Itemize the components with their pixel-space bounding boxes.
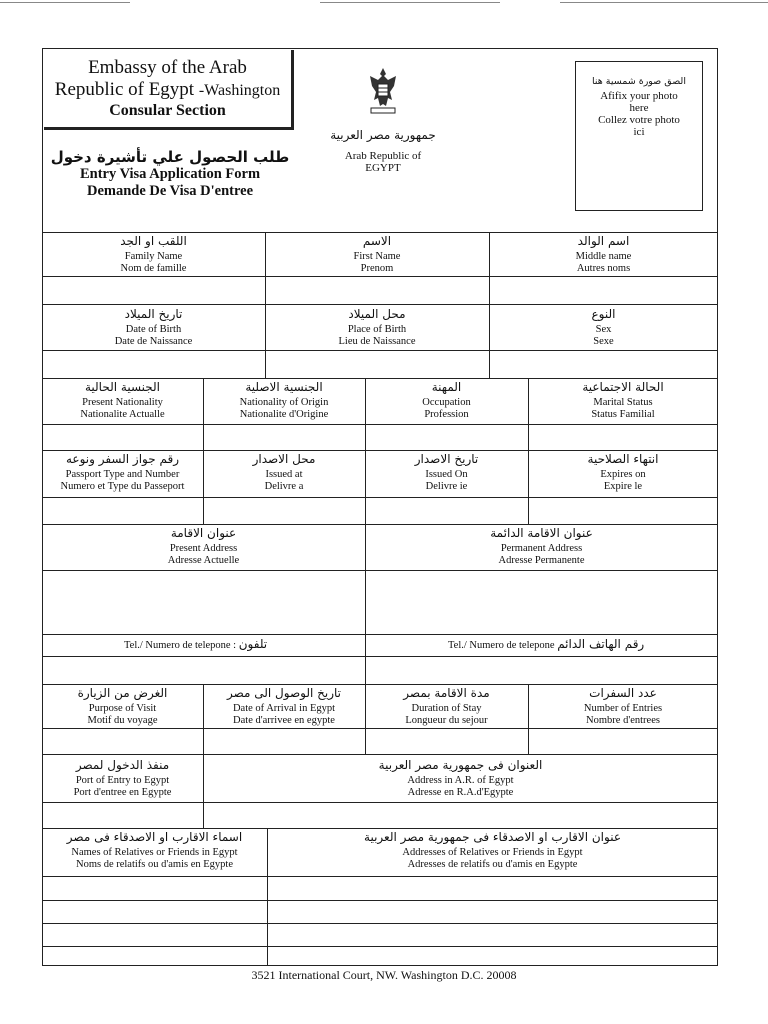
label-purpose-of-visit [42, 686, 203, 726]
tel-permanent-en: Tel./ Numero de telepone [448, 640, 558, 651]
family-name-fr: Nom de famille [120, 262, 187, 274]
address-in-egypt-en: Address in A.R. of Egypt [407, 775, 514, 786]
address-in-egypt-ar: العنوان فى جمهورية مصر العربية [378, 758, 543, 772]
sex-fr: Sexe [593, 335, 614, 347]
occupation-en: Occupation [422, 397, 471, 408]
label-middle-name [489, 234, 718, 274]
duration-of-stay-ar: مدة الاقامة بمصر [403, 686, 490, 700]
present-nationality-ar: الجنسية الحالية [84, 380, 161, 394]
number-of-entries-fr: Nombre d'entrees [586, 714, 660, 726]
number-of-entries-ar: عدد السفرات [589, 686, 657, 700]
occupation-field[interactable] [366, 425, 527, 449]
photo-box[interactable] [575, 61, 703, 211]
port-of-entry-fr: Port d'entree en Egypte [73, 786, 172, 798]
issued-on-en: Issued On [425, 469, 468, 480]
label-permanent-address [365, 526, 718, 566]
family-name-field[interactable] [43, 277, 264, 303]
passport-type-fr: Numero et Type du Passeport [60, 480, 185, 492]
embassy-line-2b: -Washington [198, 82, 281, 99]
place-of-birth-field[interactable] [266, 351, 488, 377]
present-address-fr: Adresse Actuelle [167, 554, 240, 566]
nationality-origin-fr: Nationalite d'Origine [239, 408, 329, 420]
date-of-birth-field[interactable] [43, 351, 264, 377]
label-issued-at [203, 452, 365, 492]
purpose-of-visit-fr: Motif du voyage [87, 714, 158, 726]
label-port-of-entry [42, 758, 203, 798]
port-of-entry-ar: منفذ الدخول لمصر [75, 758, 170, 772]
permanent-address-fr: Adresse Permanente [498, 554, 585, 566]
label-tel-permanent [448, 638, 644, 652]
relative-name-field-1[interactable] [43, 877, 266, 899]
label-sex [489, 307, 718, 347]
marital-status-en: Marital Status [593, 397, 653, 408]
photo-box-ar: الصق صورة شمسية هنا [592, 76, 686, 87]
nationality-origin-en: Nationality of Origin [239, 397, 329, 408]
nationality-origin-field[interactable] [204, 425, 364, 449]
label-tel-present [124, 638, 267, 652]
port-of-entry-field[interactable] [43, 803, 202, 827]
relatives-names-en: Names of Relatives or Friends in Egypt [71, 847, 238, 858]
permanent-address-en: Permanent Address [500, 543, 583, 554]
present-address-ar: عنوان الاقامة [170, 526, 237, 540]
present-nationality-field[interactable] [43, 425, 202, 449]
present-nationality-fr: Nationalite Actualle [80, 408, 165, 420]
issued-at-en: Issued at [265, 469, 303, 480]
duration-of-stay-field[interactable] [366, 729, 527, 753]
issued-on-ar: تاريخ الاصدار [414, 452, 479, 466]
first-name-field[interactable] [266, 277, 488, 303]
photo-box-fr-2: ici [633, 126, 645, 138]
first-name-en: First Name [353, 251, 401, 262]
label-family-name [42, 234, 265, 274]
duration-of-stay-en: Duration of Stay [411, 703, 482, 714]
family-name-en: Family Name [124, 251, 183, 262]
expires-on-fr: Expire le [603, 480, 643, 492]
relatives-addresses-fr: Adresses de relatifs ou d'amis en Egypte [407, 858, 578, 870]
consular-section-label: Consular Section [109, 102, 226, 119]
relative-address-field-2[interactable] [268, 901, 717, 922]
label-issued-on [365, 452, 528, 492]
family-name-ar: اللقب او الجد [120, 234, 187, 248]
embassy-line-2a: Republic of Egypt [54, 79, 199, 100]
tel-permanent-ar: رقم الهاتف الدائم [557, 637, 645, 651]
expires-on-ar: انتهاء الصلاحية [587, 452, 659, 466]
form-title-en: Entry Visa Application Form [79, 166, 261, 182]
middle-name-en: Middle name [575, 251, 632, 262]
relatives-addresses-en: Addresses of Relatives or Friends in Egypt [402, 847, 583, 858]
occupation-ar: المهنة [431, 380, 462, 394]
expires-on-field[interactable] [529, 498, 717, 523]
middle-name-fr: Autres noms [576, 262, 631, 274]
label-date-of-arrival [203, 686, 365, 726]
country-name-ar: جمهورية مصر العربية [330, 128, 436, 142]
address-in-egypt-field[interactable] [204, 803, 717, 827]
issued-at-ar: محل الاصدار [252, 452, 316, 466]
label-place-of-birth [265, 307, 489, 347]
embassy-address-footer: 3521 International Court, NW. Washington D.C. 20008 [251, 968, 517, 982]
tel-present-en: Tel./ Numero de telepone : [124, 640, 239, 651]
duration-of-stay-fr: Longueur du sejour [405, 714, 488, 726]
date-of-arrival-en: Date of Arrival in Egypt [232, 703, 336, 714]
tel-permanent-field[interactable] [366, 657, 717, 683]
embassy-line-1: Embassy of the Arab [88, 57, 247, 78]
country-name-en-1: Arab Republic of [344, 150, 422, 162]
port-of-entry-en: Port of Entry to Egypt [75, 775, 170, 786]
label-date-of-birth [42, 307, 265, 347]
address-in-egypt-fr: Adresse en R.A.d'Egypte [407, 786, 514, 798]
permanent-address-field[interactable] [366, 571, 717, 633]
number-of-entries-en: Number of Entries [583, 703, 663, 714]
sex-en: Sex [595, 324, 612, 335]
label-duration-of-stay [365, 686, 528, 726]
expires-on-en: Expires on [600, 469, 646, 480]
photo-box-en-1: Afifix your photo [600, 90, 678, 102]
tel-present-ar: تلفون [238, 637, 268, 651]
country-name-en-2: EGYPT [365, 162, 401, 174]
issued-on-fr: Delivre ie [425, 480, 468, 492]
label-marital-status [528, 380, 718, 420]
occupation-fr: Profession [424, 408, 469, 420]
photo-box-en-2: here [629, 102, 649, 114]
relative-address-field-1[interactable] [268, 877, 717, 899]
purpose-of-visit-en: Purpose of Visit [88, 703, 157, 714]
photo-box-fr-1: Collez votre photo [598, 114, 680, 126]
relatives-names-fr: Noms de relatifs ou d'amis en Egypte [75, 858, 234, 870]
number-of-entries-field[interactable] [529, 729, 717, 753]
form-title-fr: Demande De Visa D'entree [86, 183, 254, 199]
relative-name-field-4[interactable] [43, 947, 266, 965]
place-of-birth-en: Place of Birth [347, 324, 407, 335]
date-of-arrival-ar: تاريخ الوصول الى مصر [226, 686, 342, 700]
relative-name-field-3[interactable] [43, 924, 266, 945]
label-relatives-addresses [267, 830, 718, 870]
passport-type-en: Passport Type and Number [65, 469, 180, 480]
relatives-addresses-ar: عنوان الاقارب او الاصدقاء فى جمهورية مصر العربية [364, 830, 621, 844]
date-of-birth-en: Date of Birth [125, 324, 182, 335]
relative-address-field-3[interactable] [268, 924, 717, 945]
label-number-of-entries [528, 686, 718, 726]
tel-present-field[interactable] [43, 657, 364, 683]
middle-name-field[interactable] [490, 277, 717, 303]
label-nationality-origin [203, 380, 365, 420]
purpose-of-visit-field[interactable] [43, 729, 202, 753]
relative-address-field-4[interactable] [268, 947, 717, 965]
marital-status-field[interactable] [529, 425, 717, 449]
label-address-in-egypt [203, 758, 718, 798]
present-address-field[interactable] [43, 571, 364, 633]
purpose-of-visit-ar: الغرض من الزيارة [77, 686, 168, 700]
eagle-emblem-icon [366, 66, 400, 118]
label-occupation [365, 380, 528, 420]
first-name-ar: الاسم [362, 234, 392, 248]
passport-number-field[interactable] [43, 498, 202, 523]
label-first-name [265, 234, 489, 274]
sex-field[interactable] [490, 351, 717, 377]
embassy-title-block [44, 50, 294, 130]
label-present-nationality [42, 380, 203, 420]
present-address-en: Present Address [169, 543, 238, 554]
passport-type-ar: رقم جواز السفر ونوعه [65, 452, 180, 466]
label-relatives-names [42, 830, 267, 870]
present-nationality-en: Present Nationality [82, 397, 163, 408]
marital-status-fr: Status Familial [591, 408, 655, 420]
form-title-ar: طلب الحصول علي تأشيرة دخول [50, 148, 290, 166]
label-passport-type [42, 452, 203, 492]
place-of-birth-ar: محل الميلاد [348, 307, 406, 321]
date-of-arrival-field[interactable] [204, 729, 364, 753]
place-of-birth-fr: Lieu de Naissance [338, 335, 416, 347]
date-of-birth-ar: تاريخ الميلاد [124, 307, 183, 321]
relative-name-field-2[interactable] [43, 901, 266, 922]
country-name-en [320, 150, 446, 174]
nationality-origin-ar: الجنسية الاصلية [245, 380, 323, 394]
date-of-arrival-fr: Date d'arrivee en egypte [233, 714, 335, 726]
label-expires-on [528, 452, 718, 492]
marital-status-ar: الحالة الاجتماعية [582, 380, 664, 394]
middle-name-ar: اسم الوالد [577, 234, 630, 248]
sex-ar: النوع [591, 307, 616, 321]
issued-at-fr: Delivre a [264, 480, 304, 492]
form-title-block [50, 148, 290, 200]
embassy-line-2 [44, 79, 291, 102]
issued-at-field[interactable] [204, 498, 364, 523]
issued-on-field[interactable] [366, 498, 527, 523]
relatives-names-ar: اسماء الاقارب او الاصدقاء فى مصر [66, 830, 243, 844]
date-of-birth-fr: Date de Naissance [114, 335, 193, 347]
label-present-address [42, 526, 365, 566]
first-name-fr: Prenom [360, 262, 394, 274]
permanent-address-ar: عنوان الاقامة الدائمة [490, 526, 593, 540]
